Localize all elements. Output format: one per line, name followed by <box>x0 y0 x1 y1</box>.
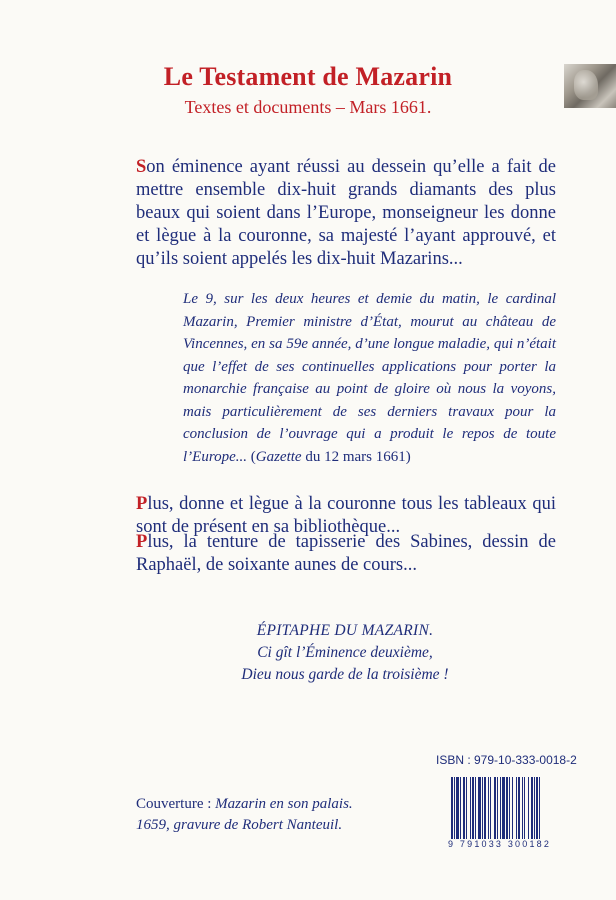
epitaph-line-1: Ci gît l’Éminence deuxième, <box>257 644 433 661</box>
drop-initial: S <box>136 157 147 177</box>
drop-initial: P <box>136 532 148 552</box>
book-title: Le Testament de Mazarin <box>163 62 453 91</box>
cover-credit <box>136 794 353 815</box>
cover-label: Couverture : <box>136 796 216 812</box>
isbn-label: ISBN : 979-10-333-0018-2 <box>436 753 577 767</box>
drop-initial: P <box>136 494 148 514</box>
gazette-quote <box>183 288 556 468</box>
cover-work: Mazarin en son palais. <box>215 796 353 812</box>
quote-source: (Gazette du 12 mars 1661) <box>250 448 411 465</box>
barcode-digits: 9 791033 300182 <box>448 839 552 849</box>
testament-paragraph-tapestry <box>136 531 556 577</box>
quote-text: Le 9, sur les deux heures et demie du matin, le cardinal Mazarin, Premier ministre d’État, mourut au château de Vincennes, en sa 59e année, d’une longue maladie, qui n’était que l’effet de ses continuelles applications pour porter la monarchie française au point de gloire où nous la voyons, mais particulièrement de ses derniers travaux pour la conclusion de l’ouvrage qui a produit le repos de toute l’Europe... <box>183 291 556 465</box>
epitaph-line-2: Dieu nous garde de la troisième ! <box>241 666 449 683</box>
paragraph-text: lus, la tenture de tapisserie des Sabines, dessin de Raphaël, de soixante aunes de cours... <box>136 532 556 575</box>
cover-credit-detail: 1659, gravure de Robert Nanteuil. <box>136 817 343 833</box>
epitaph-heading: ÉPITAPHE DU MAZARIN. <box>256 622 434 639</box>
source-work: Gazette <box>255 448 302 465</box>
paragraph-text: lus, donne et lègue à la couronne tous les tableaux qui sont de présent en sa bibliothèque... <box>136 494 556 537</box>
barcode-image <box>450 777 566 839</box>
testament-paragraph-diamonds <box>136 156 556 271</box>
paragraph-text: on éminence ayant réussi au dessein qu’elle a fait de mettre ensemble dix-huit grands diamants des plus beaux qui soient dans l’Europe, monseigneur les donne et lègue à la couronne, sa majesté l’ayant approuvé, et qu’ils soient appelés les dix-huit Mazarins... <box>136 157 556 269</box>
book-subtitle: Textes et documents – Mars 1661. <box>184 97 432 117</box>
